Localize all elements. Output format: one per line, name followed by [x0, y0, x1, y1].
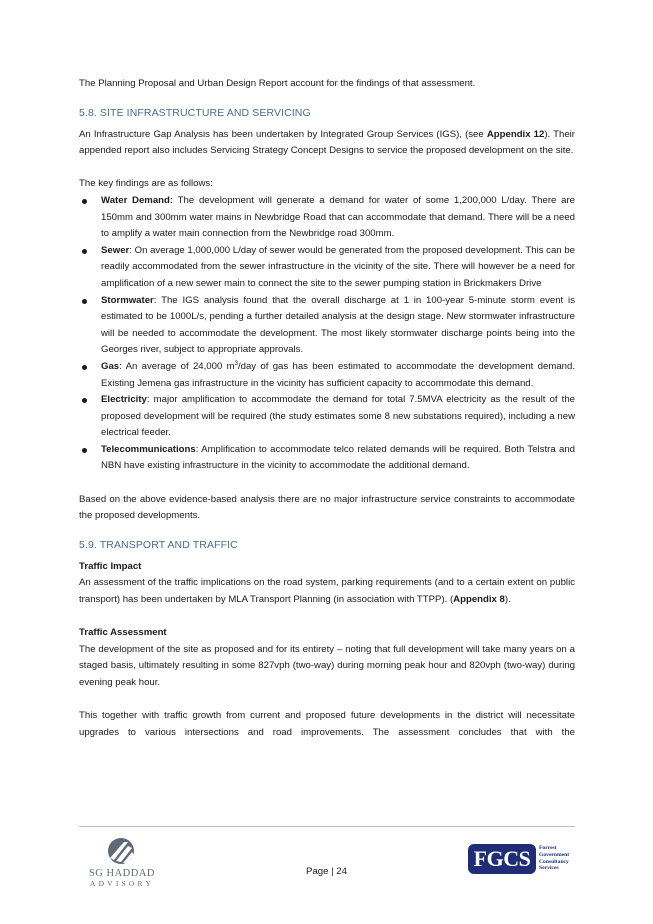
fgcs-logo: [468, 844, 578, 876]
logo-name: SG HADDAD: [88, 868, 156, 879]
bullet-icon: [82, 448, 87, 453]
list-item: Telecommunications: Amplification to accommodate telco related demands will be required. Both Telstra and NBN have existing infrastructure in the vicinity to accommodate the additional demand.: [79, 442, 575, 475]
bullet-icon: [82, 249, 87, 254]
logo-subtitle: ADVISORY: [90, 879, 154, 888]
traffic-assessment-paragraph: The development of the site as proposed and for its entirety – noting that full development will take many years on a staged basis, ultimately resulting in some 827vph (two-way) during morning peak hour and 820vph (two-way) during evening peak hour.: [79, 643, 575, 688]
footer-divider: [79, 826, 575, 827]
intro-paragraph: The Planning Proposal and Urban Design Report account for the findings of that assessment.: [79, 78, 476, 89]
list-item: Sewer: On average 1,000,000 L/day of sewer would be generated from the proposed development. This can be readily accommodated from the sewer infrastructure in the vicinity of the site. There will however be a need for amplification of a new sewer main to connect the site to the sewer pumping station in Brickmakers Drive: [79, 243, 575, 293]
bullet-icon: [82, 199, 87, 204]
fgcs-words: Forrest Government Consultancy Services: [539, 845, 570, 872]
key-findings-intro: The key findings are as follows:: [79, 178, 213, 190]
document-body: [79, 76, 575, 741]
appendix-12-ref: Appendix 12: [486, 128, 545, 140]
section-heading-5-8: 5.8. SITE INFRASTRUCTURE AND SERVICING: [79, 106, 311, 119]
traffic-impact-heading: Traffic Impact: [79, 560, 142, 572]
bullet-icon: [82, 398, 87, 403]
infrastructure-conclusion: Based on the above evidence-based analysis there are no major infrastructure service constraints to accommodate the proposed developments.: [79, 493, 575, 522]
traffic-impact-paragraph: An assessment of the traffic implications on the road system, parking requirements (and to a certain extent on public transport) has been undertaken by MLA Transport Planning (in association with TTPP). (Appendix 8).: [79, 577, 575, 606]
traffic-growth-paragraph: This together with traffic growth from current and proposed future developments in the district will necessitate upgrades to various intersections and road improvements. The assessment concludes that with the: [79, 710, 575, 738]
bullet-icon: [82, 299, 87, 304]
list-item: Gas: An average of 24,000 $m^3$/day of gas has been estimated to accommodate the development demand. Existing Jemena gas infrastructure in the vicinity has sufficient capacity to accommodate this demand.: [79, 359, 575, 392]
fgcs-mark: FGCS: [468, 844, 536, 874]
bullet-icon: [82, 365, 87, 370]
sg-haddad-logo: [82, 836, 160, 886]
igs-paragraph: An Infrastructure Gap Analysis has been undertaken by Integrated Group Services (IGS), (see Appendix 12). Their appended report also includes Servicing Strategy Concept Designs to service the proposed development on the site.: [79, 128, 575, 157]
page-number: Page | 24: [306, 866, 347, 877]
section-heading-5-9: 5.9. TRANSPORT AND TRAFFIC: [79, 538, 238, 551]
traffic-assessment-heading: Traffic Assessment: [79, 627, 167, 639]
list-item: Water Demand: The development will generate a demand for water of some 1,200,000 L/day. There are 150mm and 300mm water mains in Newbridge Road that can accommodate that demand. There will be a need to amplify a water main connection from the Newbridge road 300mm.: [79, 193, 575, 243]
list-item: Stormwater: The IGS analysis found that the overall discharge at 1 in 100-year 5-minute storm event is estimated to be 1000L/s, pending a further detailed analysis at the design stage. New stormwater infrastructure will be needed to accommodate the development. The most likely stormwater discharge points being into the Georges river, subject to appropriate approvals.: [79, 293, 575, 359]
list-item: Electricity: major amplification to accommodate the demand for total 7.5MVA electricity as the result of the proposed development will be required (the study estimates some 8 new substations required), including a new electrical feeder.: [79, 392, 575, 442]
appendix-8-ref: Appendix 8: [453, 594, 505, 606]
key-findings-list: [79, 193, 575, 475]
sg-haddad-emblem-icon: [106, 836, 136, 866]
